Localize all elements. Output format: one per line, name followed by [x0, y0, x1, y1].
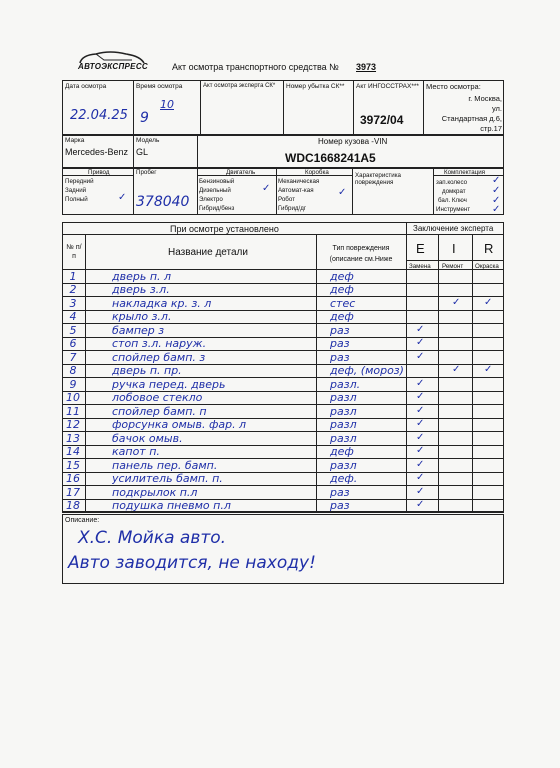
gearbox-option-hybrid: Гибрид/дг — [278, 205, 307, 212]
description-box — [62, 514, 504, 584]
row-number: 6 — [69, 337, 77, 350]
title-text: Акт осмотра транспортного средства № — [172, 62, 339, 72]
section-title: При осмотре установлено — [170, 224, 279, 234]
equipment-header: Комплектация — [444, 169, 486, 176]
row-number: 17 — [66, 485, 80, 499]
row-check-e: ✓ — [416, 499, 425, 510]
col-r-header: R — [484, 241, 494, 256]
row-check-e: ✓ — [416, 485, 425, 497]
engine-option-diesel: Дизельный — [199, 187, 231, 194]
row-damage-type: деф — [330, 310, 354, 323]
gearbox-option-manual: Механическая — [278, 178, 320, 185]
expert-act-label: Акт осмотра эксперта СК* — [203, 83, 276, 89]
make-label: Марка — [65, 137, 85, 144]
model-label: Модель — [136, 137, 160, 144]
ingosstrakh-value: 3972/04 — [360, 113, 404, 127]
row-check-e: ✓ — [416, 391, 425, 402]
row-damage-type: разл — [330, 458, 357, 472]
row-part-name: усилитель бамп. п. — [112, 473, 223, 484]
row-part-name: лобовое стекло — [112, 392, 203, 403]
row-number: 3 — [69, 296, 77, 310]
date-label: Дата осмотра — [65, 83, 107, 90]
row-check-r: ✓ — [484, 364, 493, 375]
gearbox-header: Коробка — [305, 169, 329, 176]
loss-number-label: Номер убытка СК** — [286, 83, 345, 90]
row-part-name: ручка перед. дверь — [112, 378, 226, 390]
engine-header: Двигатель — [226, 169, 256, 176]
mileage-label: Пробег — [136, 169, 157, 176]
row-check-e: ✓ — [416, 445, 425, 456]
gearbox-option-robot: Робот — [278, 196, 295, 203]
row-part-name: подкрылок п.л — [112, 486, 198, 498]
time-value: 9 — [140, 110, 149, 126]
drive-option-all: Полный — [65, 196, 88, 203]
model-value: GL — [136, 147, 149, 157]
row-part-name: крыло з.л. — [112, 311, 172, 322]
make-value: Mercedes-Benz — [65, 147, 129, 157]
row-check-e: ✓ — [416, 350, 425, 362]
equipment-check-2: ✓ — [492, 185, 501, 196]
row-damage-type: раз — [330, 499, 350, 512]
drive-option-rear: Задний — [65, 187, 87, 194]
row-damage-type: разл. — [330, 377, 361, 391]
row-damage-type: раз — [330, 323, 350, 337]
conclusion-title: Заключение эксперта — [413, 224, 494, 233]
row-divider — [62, 512, 504, 513]
vin-label: Номер кузова -VIN — [318, 137, 388, 146]
ingosstrakh-label: Акт ИНГОССТРАХ*** — [356, 83, 419, 90]
place-label: Место осмотра: — [426, 82, 481, 91]
row-number: 13 — [66, 431, 80, 445]
row-number: 9 — [69, 377, 77, 391]
row-part-name: капот п. — [112, 446, 160, 457]
row-check-e: ✓ — [416, 404, 425, 416]
drive-option-front: Передний — [65, 178, 94, 185]
row-number: 10 — [66, 391, 80, 404]
row-damage-type: деф, (мороз) — [330, 364, 404, 377]
col-e-header: E — [416, 241, 425, 256]
page-title — [172, 62, 339, 72]
row-check-i: ✓ — [452, 364, 461, 375]
row-number: 18 — [66, 499, 80, 512]
row-check-e: ✓ — [416, 431, 425, 443]
row-check-e: ✓ — [416, 337, 425, 348]
equipment-option-tools: Инструмент — [436, 206, 471, 213]
equipment-option-spare: зап.колесо — [436, 179, 468, 186]
row-damage-type: раз — [330, 485, 350, 499]
row-check-e: ✓ — [416, 323, 425, 335]
row-damage-type: деф. — [330, 472, 358, 485]
description-line-1: Х.С. Мойка авто. — [78, 528, 227, 548]
logo-text: АВТОЭКСПРЕСС — [78, 62, 148, 71]
drive-check: ✓ — [118, 192, 127, 203]
engine-option-petrol: Бензиновый — [199, 178, 235, 185]
row-number: 16 — [66, 472, 80, 485]
row-part-name: бачок омыв. — [112, 432, 183, 444]
row-damage-type: разл — [330, 431, 357, 445]
row-damage-type: разл — [330, 391, 357, 404]
row-damage-type: раз — [330, 350, 350, 364]
equipment-option-jack: домкрат — [442, 188, 466, 195]
row-number: 11 — [66, 404, 80, 418]
row-damage-type: деф — [330, 445, 354, 458]
col-r-sub: Окраска — [475, 263, 499, 270]
act-number: 3973 — [356, 62, 377, 72]
gearbox-option-auto: Автомат-кая — [278, 187, 314, 194]
row-number: 15 — [66, 458, 80, 472]
row-part-name: спойлер бамп. п — [112, 405, 207, 417]
gearbox-check: ✓ — [338, 187, 347, 198]
vin-value: WDC1668241A5 — [285, 151, 376, 165]
col-e-sub: Замена — [409, 263, 431, 270]
equipment-check-4: ✓ — [492, 204, 501, 215]
time-label: Время осмотра — [136, 83, 183, 90]
place-lines: г. Москва, ул. Стандартная д.6, стр.17 — [441, 94, 502, 133]
row-part-name: подушка пневмо п.л — [112, 500, 231, 511]
row-part-name: спойлер бамп. з — [112, 351, 206, 363]
description-label: Описание: — [65, 517, 100, 524]
row-damage-type: разл — [330, 404, 357, 418]
row-number: 8 — [69, 364, 77, 377]
row-number: 7 — [69, 350, 77, 364]
row-number: 1 — [69, 269, 77, 283]
row-damage-type: деф — [330, 283, 354, 296]
logo — [76, 49, 148, 73]
row-damage-type: стес — [330, 296, 356, 310]
equipment-check-1: ✓ — [492, 175, 501, 186]
row-part-name: дверь з.л. — [112, 284, 170, 295]
row-number: 12 — [66, 418, 80, 431]
col-num-header: № п/п — [66, 244, 82, 260]
equipment-option-key: бал. Ключ — [438, 197, 467, 204]
row-part-name: бампер з — [112, 324, 165, 336]
row-damage-type: раз — [330, 337, 350, 350]
row-number: 2 — [69, 283, 77, 296]
description-line-2: Авто заводится, не находу! — [68, 553, 316, 573]
engine-check: ✓ — [262, 183, 271, 194]
row-part-name: панель пер. бамп. — [112, 459, 218, 471]
row-damage-type: деф — [330, 269, 354, 283]
row-check-i: ✓ — [452, 296, 461, 308]
row-number: 14 — [66, 445, 80, 458]
col-name-header: Название детали — [168, 247, 248, 258]
row-check-e: ✓ — [416, 458, 425, 470]
date-value: 22.04.25 — [70, 108, 128, 123]
mileage-value: 378040 — [136, 194, 190, 210]
row-part-name: стоп з.л. наруж. — [112, 338, 207, 349]
row-check-e: ✓ — [416, 418, 425, 429]
row-number: 5 — [69, 323, 77, 337]
engine-option-hybrid: Гибрид/бенз — [199, 205, 235, 212]
engine-option-electro: Электро — [199, 196, 223, 203]
damage-char-label: Характеристика повреждения — [355, 172, 401, 186]
col-damage-header: Тип повреждения (описание см.Ниже — [329, 245, 393, 263]
drive-header: Привод — [88, 169, 110, 176]
vehicle-box — [62, 135, 504, 168]
row-check-r: ✓ — [484, 296, 493, 308]
col-i-sub: Ремонт — [442, 263, 464, 270]
col-i-header: I — [452, 241, 456, 256]
row-part-name: накладка кр. з. л — [112, 297, 212, 309]
row-check-e: ✓ — [416, 377, 425, 389]
row-number: 4 — [69, 310, 77, 323]
row-damage-type: разл — [330, 418, 357, 431]
equipment-check-3: ✓ — [492, 195, 501, 206]
time-minutes: 10 — [160, 98, 174, 111]
row-check-e: ✓ — [416, 472, 425, 483]
row-part-name: дверь п. л — [112, 270, 172, 282]
row-part-name: форсунка омыв. фар. л — [112, 419, 247, 430]
row-part-name: дверь п. пр. — [112, 365, 182, 376]
